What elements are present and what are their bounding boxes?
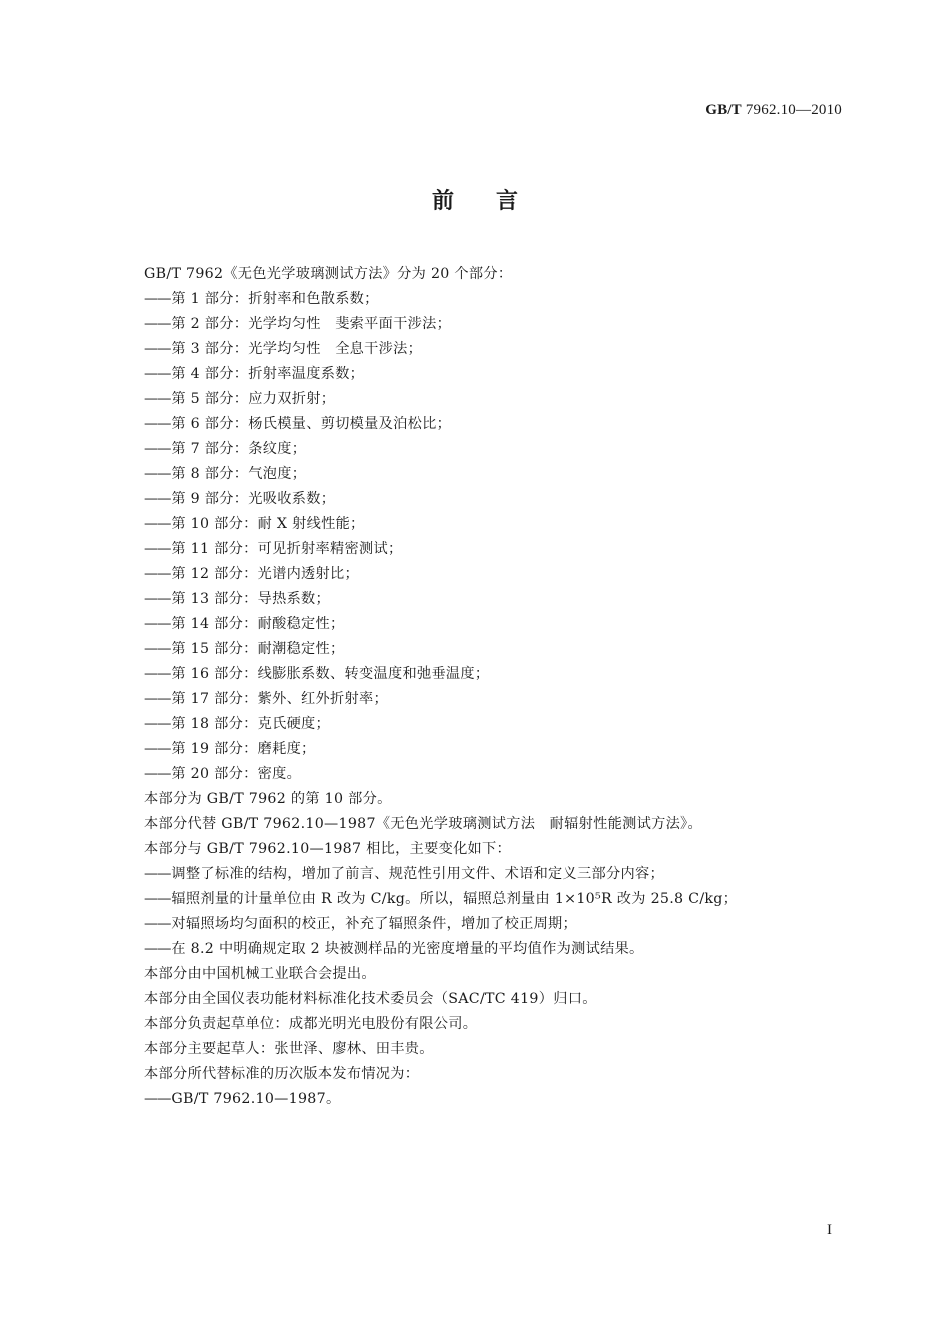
paragraph: 本部分为 GB/T 7962 的第 10 部分。 bbox=[144, 791, 392, 807]
list-item: —— 第 5 部分：应力双折射； bbox=[144, 387, 804, 412]
paragraph: GB/T 7962《无色光学玻璃测试方法》分为 20 个部分： bbox=[144, 266, 513, 282]
paragraph: 本部分代替 GB/T 7962.10—1987《无色光学玻璃测试方法 耐辐射性能测试方法》。 bbox=[144, 816, 702, 832]
paragraph: 本部分由全国仪表功能材料标准化技术委员会（SAC/TC 419）归口。 bbox=[144, 991, 597, 1007]
standard-prefix: GB/T bbox=[705, 102, 742, 118]
paragraph: 本部分主要起草人：张世泽、廖林、田丰贵。 bbox=[144, 1041, 434, 1057]
list-item: —— 第 7 部分：条纹度； bbox=[144, 437, 804, 462]
page-title: 前言 bbox=[431, 189, 560, 214]
standard-code bbox=[705, 102, 842, 119]
standard-number: 7962.10—2010 bbox=[745, 102, 842, 118]
paragraph: 本部分所代替标准的历次版本发布情况为： bbox=[144, 1066, 420, 1082]
list-item: —— 调整了标准的结构，增加了前言、规范性引用文件、术语和定义三部分内容； bbox=[144, 862, 804, 887]
list-item: —— 第 18 部分：克氏硬度； bbox=[144, 712, 804, 737]
list-item: —— 第 16 部分：线膨胀系数、转变温度和弛垂温度； bbox=[144, 662, 804, 687]
page-number: I bbox=[827, 1222, 832, 1238]
list-item: —— 第 3 部分：光学均匀性 全息干涉法； bbox=[144, 337, 804, 362]
list-item: —— 辐照剂量的计量单位由 R 改为 C/kg。所以，辐照总剂量由 1×10⁵R 改为 25.8 C/kg； bbox=[144, 887, 804, 912]
list-item: —— 第 17 部分：紫外、红外折射率； bbox=[144, 687, 804, 712]
list-item: —— 第 20 部分：密度。 bbox=[144, 762, 804, 787]
list-item: —— 第 11 部分：可见折射率精密测试； bbox=[144, 537, 804, 562]
list-item: —— GB/T 7962.10—1987。 bbox=[144, 1087, 804, 1112]
list-item: —— 第 2 部分：光学均匀性 斐索平面干涉法； bbox=[144, 312, 804, 337]
list-item: —— 第 8 部分：气泡度； bbox=[144, 462, 804, 487]
paragraph: 本部分负责起草单位：成都光明光电股份有限公司。 bbox=[144, 1016, 478, 1032]
list-item: —— 对辐照场均匀面积的校正，补充了辐照条件，增加了校正周期； bbox=[144, 912, 804, 937]
list-item: —— 第 12 部分：光谱内透射比； bbox=[144, 562, 804, 587]
foreword-body bbox=[144, 262, 804, 1112]
list-item: —— 第 10 部分：耐 X 射线性能； bbox=[144, 512, 804, 537]
list-item: —— 第 14 部分：耐酸稳定性； bbox=[144, 612, 804, 637]
list-item: —— 第 15 部分：耐潮稳定性； bbox=[144, 637, 804, 662]
list-item: —— 第 9 部分：光吸收系数； bbox=[144, 487, 804, 512]
list-item: —— 第 19 部分：磨耗度； bbox=[144, 737, 804, 762]
paragraph: 本部分由中国机械工业联合会提出。 bbox=[144, 966, 376, 982]
paragraph: 本部分与 GB/T 7962.10—1987 相比，主要变化如下： bbox=[144, 841, 512, 857]
list-item: —— 第 6 部分：杨氏模量、剪切模量及泊松比； bbox=[144, 412, 804, 437]
list-item: —— 第 13 部分：导热系数； bbox=[144, 587, 804, 612]
list-item: —— 在 8.2 中明确规定取 2 块被测样品的光密度增量的平均值作为测试结果。 bbox=[144, 937, 804, 962]
list-item: —— 第 1 部分：折射率和色散系数； bbox=[144, 287, 804, 312]
list-item: —— 第 4 部分：折射率温度系数； bbox=[144, 362, 804, 387]
